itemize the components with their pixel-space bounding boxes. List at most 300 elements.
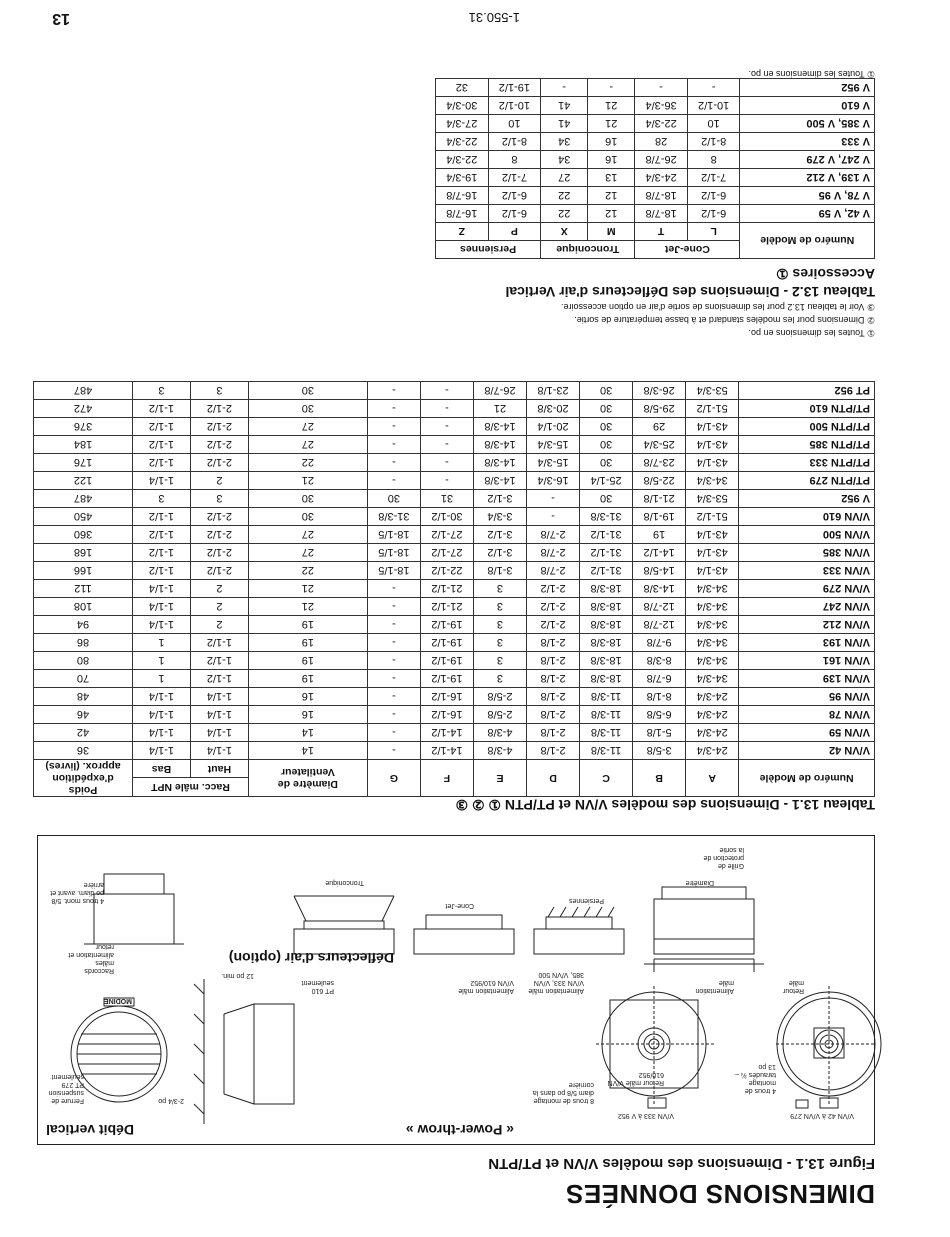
model-cell: V/VN 59 xyxy=(739,724,875,742)
value-cell: 14-1/2 xyxy=(420,724,473,742)
value-cell: 26-7/8 xyxy=(635,151,688,169)
value-cell: 1-1/2 xyxy=(133,418,191,436)
value-cell: - xyxy=(367,724,420,742)
table-row xyxy=(34,562,875,580)
value-cell: 9-7/8 xyxy=(633,634,686,652)
value-cell: 27 xyxy=(248,544,367,562)
value-cell: 1-1/4 xyxy=(190,724,248,742)
model-cell: PT/PTN 610 xyxy=(739,400,875,418)
value-cell: 26-3/8 xyxy=(633,382,686,400)
model-cell: V/VN 193 xyxy=(739,634,875,652)
value-cell: 3 xyxy=(473,598,526,616)
value-cell: 1-1/4 xyxy=(133,706,191,724)
value-cell: 14-1/2 xyxy=(633,544,686,562)
value-cell: 4-3/8 xyxy=(473,724,526,742)
value-cell: 30 xyxy=(367,490,420,508)
value-cell: 36 xyxy=(34,742,133,760)
value-cell: 43-1/4 xyxy=(686,436,739,454)
value-cell: 6-5/8 xyxy=(633,706,686,724)
table-row xyxy=(34,652,875,670)
th-haut: Haut xyxy=(190,760,248,779)
value-cell: - xyxy=(420,436,473,454)
value-cell: 7-1/2 xyxy=(687,169,740,187)
power-throw-side-view xyxy=(194,979,294,1124)
model-cell: PT 952 xyxy=(739,382,875,400)
page-number: 13 xyxy=(52,10,70,27)
table1-note-3: ③ Voir le tableau 13.2 pour les dimensions de sortie d'air en option accessoire. xyxy=(561,302,875,312)
label-alim-333: Alimentation mâle V/VN 333, V/VN 385, V/VN 500 xyxy=(528,971,584,994)
table-row xyxy=(34,526,875,544)
value-cell: 24-3/4 xyxy=(686,742,739,760)
value-cell: 16-7/8 xyxy=(436,187,489,205)
table-row xyxy=(34,472,875,490)
model-cell: V/VN 333 xyxy=(739,562,875,580)
value-cell: 2-1/2 xyxy=(190,418,248,436)
value-cell: 8-1/2 xyxy=(488,133,541,151)
th-g: G xyxy=(367,760,420,797)
th2-z: Z xyxy=(436,223,489,241)
value-cell: 19-1/2 xyxy=(420,616,473,634)
section-deflectors: Déflecteurs d'air (option) xyxy=(228,950,394,966)
th2-t: T xyxy=(635,223,688,241)
value-cell: 23-1/8 xyxy=(527,382,580,400)
model-cell: PT/PTN 333 xyxy=(739,454,875,472)
value-cell: 31 xyxy=(420,490,473,508)
value-cell: 41 xyxy=(541,115,588,133)
value-cell: - xyxy=(541,79,588,97)
table2-note: ① Toutes les dimensions en po. xyxy=(748,69,875,79)
value-cell: 2-1/2 xyxy=(190,508,248,526)
value-cell: 3 xyxy=(190,490,248,508)
unit-side-view xyxy=(644,887,764,972)
value-cell: 2 xyxy=(190,472,248,490)
section-vertical-flow: Débit vertical xyxy=(46,1122,134,1138)
value-cell: 18-1/5 xyxy=(367,526,420,544)
value-cell: 6-1/2 xyxy=(687,187,740,205)
table-row xyxy=(34,454,875,472)
value-cell: 360 xyxy=(34,526,133,544)
value-cell: - xyxy=(367,580,420,598)
value-cell: - xyxy=(367,418,420,436)
value-cell: 10-1/2 xyxy=(488,97,541,115)
value-cell: 3-1/2 xyxy=(473,526,526,544)
th-racc: Racc. mâle NPT xyxy=(133,778,249,797)
value-cell: 19 xyxy=(633,526,686,544)
value-cell: 8 xyxy=(488,151,541,169)
value-cell: 3 xyxy=(473,616,526,634)
value-cell: - xyxy=(367,634,420,652)
value-cell: 27-3/4 xyxy=(436,115,489,133)
value-cell: 30 xyxy=(248,382,367,400)
model-cell: PT/PTN 385 xyxy=(739,436,875,454)
label-raccords: Raccords mâles alimentation et retour xyxy=(68,943,114,974)
modine-logo-text: MODINE xyxy=(104,997,132,1004)
model-cell: V 42, V 59 xyxy=(740,205,875,223)
label-trous-4: 4 trous mont. 5/8 po diam. avant et arrière xyxy=(50,881,104,904)
th2-p: P xyxy=(488,223,541,241)
value-cell: 20-1/4 xyxy=(527,418,580,436)
value-cell: 22 xyxy=(541,205,588,223)
value-cell: 30 xyxy=(248,508,367,526)
value-cell: 19 xyxy=(248,634,367,652)
th-model: Numéro de Modèle xyxy=(739,760,875,797)
value-cell: 14 xyxy=(248,724,367,742)
value-cell: 34-3/4 xyxy=(686,580,739,598)
value-cell: 15-3/4 xyxy=(527,454,580,472)
th-e: E xyxy=(473,760,526,797)
model-cell: V/VN 385 xyxy=(739,544,875,562)
model-cell: V/VN 95 xyxy=(739,688,875,706)
value-cell: 12-7/8 xyxy=(633,598,686,616)
value-cell: 2-1/8 xyxy=(527,724,580,742)
model-cell: V/VN 212 xyxy=(739,616,875,634)
value-cell: - xyxy=(367,652,420,670)
label-grille: Grille de protection de la sortie xyxy=(703,846,744,869)
deflector-louvers xyxy=(534,907,624,954)
value-cell: 2-7/8 xyxy=(527,562,580,580)
value-cell: 80 xyxy=(34,652,133,670)
value-cell: 21 xyxy=(588,115,635,133)
value-cell: 6-1/2 xyxy=(488,205,541,223)
value-cell: 28 xyxy=(635,133,688,151)
value-cell: 184 xyxy=(34,436,133,454)
value-cell: 1-1/4 xyxy=(133,688,191,706)
value-cell: 2-5/8 xyxy=(473,688,526,706)
value-cell: 3 xyxy=(133,382,191,400)
value-cell: 2-1/2 xyxy=(190,562,248,580)
table-row xyxy=(34,508,875,526)
page-title: DIMENSIONS DONNÉES xyxy=(565,1179,875,1209)
label-alim-male: Alimentation mâle xyxy=(695,979,734,994)
value-cell: 41 xyxy=(541,97,588,115)
table-row xyxy=(34,580,875,598)
model-cell: V 385, V 500 xyxy=(740,115,875,133)
value-cell: 30 xyxy=(580,418,633,436)
value-cell: 487 xyxy=(34,490,133,508)
value-cell: 112 xyxy=(34,580,133,598)
model-cell: V 610 xyxy=(740,97,875,115)
table-row xyxy=(34,688,875,706)
value-cell: 1-1/2 xyxy=(190,652,248,670)
th-b: B xyxy=(633,760,686,797)
value-cell: 31-3/8 xyxy=(367,508,420,526)
value-cell: 22-3/4 xyxy=(436,151,489,169)
table1-body xyxy=(34,382,875,760)
label-pt610: PT 610 seulement xyxy=(301,979,334,994)
value-cell: 34-3/4 xyxy=(686,634,739,652)
value-cell: 86 xyxy=(34,634,133,652)
value-cell: - xyxy=(367,742,420,760)
table-row xyxy=(34,742,875,760)
value-cell: 23-7/8 xyxy=(633,454,686,472)
value-cell: 21 xyxy=(473,400,526,418)
th-d: D xyxy=(527,760,580,797)
value-cell: 18-3/8 xyxy=(580,598,633,616)
value-cell: 34 xyxy=(541,151,588,169)
value-cell: - xyxy=(367,472,420,490)
value-cell: 3 xyxy=(190,382,248,400)
value-cell: 2-1/2 xyxy=(527,616,580,634)
value-cell: 2-1/2 xyxy=(527,598,580,616)
value-cell: 21 xyxy=(248,598,367,616)
value-cell: 11-3/8 xyxy=(580,688,633,706)
value-cell: 43-1/4 xyxy=(686,526,739,544)
value-cell: 1-1/4 xyxy=(190,742,248,760)
table-row xyxy=(34,490,875,508)
value-cell: 1-1/2 xyxy=(133,454,191,472)
value-cell: 2-1/8 xyxy=(527,670,580,688)
value-cell: 29-5/8 xyxy=(633,400,686,418)
model-cell: V 247, V 279 xyxy=(740,151,875,169)
value-cell: 18-3/8 xyxy=(580,652,633,670)
value-cell: 22-3/4 xyxy=(635,115,688,133)
model-cell: V 333 xyxy=(740,133,875,151)
value-cell: 2-1/2 xyxy=(190,454,248,472)
value-cell: - xyxy=(687,79,740,97)
th-f: F xyxy=(420,760,473,797)
value-cell: 16 xyxy=(248,706,367,724)
value-cell: - xyxy=(367,454,420,472)
value-cell: 19-1/2 xyxy=(488,79,541,97)
value-cell: 30 xyxy=(248,490,367,508)
value-cell: 14-3/8 xyxy=(473,472,526,490)
table-row xyxy=(436,115,875,133)
value-cell: - xyxy=(367,598,420,616)
value-cell: 2 xyxy=(190,580,248,598)
table-row xyxy=(436,79,875,97)
value-cell: 18-3/8 xyxy=(580,634,633,652)
value-cell: 26-7/8 xyxy=(473,382,526,400)
value-cell: 1-1/2 xyxy=(133,436,191,454)
table2-header-row xyxy=(436,241,875,259)
value-cell: 14-3/8 xyxy=(473,418,526,436)
value-cell: 27 xyxy=(248,436,367,454)
value-cell: 6-1/2 xyxy=(488,187,541,205)
value-cell: 24-3/4 xyxy=(686,706,739,724)
power-throw-front-view xyxy=(71,998,167,1102)
value-cell: 43-1/4 xyxy=(686,418,739,436)
document-id: 1-550.31 xyxy=(468,10,520,25)
model-cell: V/VN 139 xyxy=(739,670,875,688)
value-cell: 18-3/8 xyxy=(580,580,633,598)
table-row xyxy=(34,670,875,688)
table-row xyxy=(34,436,875,454)
th-a: A xyxy=(686,760,739,797)
value-cell: 18-3/8 xyxy=(580,616,633,634)
model-cell: V/VN 610 xyxy=(739,508,875,526)
value-cell: - xyxy=(367,436,420,454)
value-cell: 1-1/2 xyxy=(190,634,248,652)
value-cell: 8-1/8 xyxy=(633,688,686,706)
table-row xyxy=(34,544,875,562)
value-cell: 51-1/2 xyxy=(686,400,739,418)
label-ferrure: Ferrure de suspension PT 279 seulement xyxy=(48,1073,84,1104)
model-cell: V/VN 279 xyxy=(739,580,875,598)
value-cell: 30-3/4 xyxy=(436,97,489,115)
model-cell: V 139, V 212 xyxy=(740,169,875,187)
value-cell: 16 xyxy=(588,133,635,151)
value-cell: 30 xyxy=(580,436,633,454)
value-cell: 19 xyxy=(248,616,367,634)
model-cell: PT/PTN 279 xyxy=(739,472,875,490)
label-holes-4: 4 trous de montage taraudés ¾ – 13 po xyxy=(735,1063,776,1094)
label-min-12: 12 po min. xyxy=(221,972,254,979)
value-cell: 22-1/2 xyxy=(420,562,473,580)
table-row xyxy=(34,598,875,616)
value-cell: 1 xyxy=(133,670,191,688)
th2-x: X xyxy=(541,223,588,241)
value-cell: 24-3/4 xyxy=(635,169,688,187)
value-cell: 94 xyxy=(34,616,133,634)
value-cell: 53-3/4 xyxy=(686,490,739,508)
value-cell: 1-1/4 xyxy=(133,724,191,742)
value-cell: 3 xyxy=(473,652,526,670)
value-cell: 34-3/4 xyxy=(686,616,739,634)
value-cell: 19 xyxy=(248,670,367,688)
value-cell: 25-1/4 xyxy=(580,472,633,490)
value-cell: 24-3/4 xyxy=(686,688,739,706)
value-cell: 2-1/8 xyxy=(527,688,580,706)
value-cell: 27-1/2 xyxy=(420,526,473,544)
value-cell: 2 xyxy=(190,598,248,616)
value-cell: 18-7/8 xyxy=(635,187,688,205)
table1-note-1: ① Toutes les dimensions en po. xyxy=(748,328,875,338)
table-row xyxy=(436,133,875,151)
value-cell: 3-1/2 xyxy=(473,490,526,508)
label-tronconique: Tronconique xyxy=(325,879,364,886)
value-cell: 48 xyxy=(34,688,133,706)
table-row xyxy=(436,205,875,223)
th2-persiennes: Persiennes xyxy=(436,241,541,259)
label-diametre: Diamètre xyxy=(685,879,714,886)
th2-tronconique: Tronconique xyxy=(541,241,635,259)
value-cell: 14-5/8 xyxy=(633,562,686,580)
value-cell: 22 xyxy=(248,562,367,580)
table-row xyxy=(34,616,875,634)
th-weight: Poids d'expédition approx. (livres) xyxy=(34,760,133,797)
th-fan: Diamètre de Ventilateur xyxy=(248,760,367,797)
value-cell: 15-3/4 xyxy=(527,436,580,454)
value-cell: 108 xyxy=(34,598,133,616)
unit-top-view-large xyxy=(594,984,714,1108)
label-retour-male: Retour mâle xyxy=(782,979,804,994)
value-cell: 6-7/8 xyxy=(633,670,686,688)
value-cell: - xyxy=(367,670,420,688)
value-cell: 3-1/8 xyxy=(473,562,526,580)
value-cell: 10 xyxy=(687,115,740,133)
value-cell: 1-1/4 xyxy=(133,742,191,760)
value-cell: 22-3/4 xyxy=(436,133,489,151)
value-cell: 18-1/5 xyxy=(367,544,420,562)
value-cell: 122 xyxy=(34,472,133,490)
value-cell: 16 xyxy=(248,688,367,706)
table-row xyxy=(34,706,875,724)
model-cell: V 78, V 95 xyxy=(740,187,875,205)
value-cell: 472 xyxy=(34,400,133,418)
value-cell: - xyxy=(420,472,473,490)
value-cell: 19 xyxy=(248,652,367,670)
value-cell: 21-1/2 xyxy=(420,580,473,598)
value-cell: 34-3/4 xyxy=(686,670,739,688)
value-cell: 2-1/8 xyxy=(527,742,580,760)
value-cell: 1 xyxy=(133,634,191,652)
value-cell: 21 xyxy=(588,97,635,115)
table-row xyxy=(34,724,875,742)
value-cell: 3 xyxy=(473,634,526,652)
value-cell: 6-1/2 xyxy=(687,205,740,223)
value-cell: 3 xyxy=(473,580,526,598)
value-cell: 12 xyxy=(588,205,635,223)
value-cell: 487 xyxy=(34,382,133,400)
value-cell: 30 xyxy=(580,400,633,418)
model-cell: V/VN 500 xyxy=(739,526,875,544)
value-cell: 3 xyxy=(133,490,191,508)
th2-l: L xyxy=(687,223,740,241)
value-cell: 34-3/4 xyxy=(686,472,739,490)
value-cell: 8 xyxy=(687,151,740,169)
value-cell: 166 xyxy=(34,562,133,580)
table-row xyxy=(34,418,875,436)
value-cell: 31-3/8 xyxy=(580,508,633,526)
value-cell: 11-3/8 xyxy=(580,706,633,724)
value-cell: 21-1/2 xyxy=(420,598,473,616)
value-cell: 2-5/8 xyxy=(473,706,526,724)
section-power-throw: « Power-throw » xyxy=(405,1122,514,1138)
value-cell: 2-1/2 xyxy=(190,544,248,562)
value-cell: 10 xyxy=(488,115,541,133)
th2-conejet: Cone-Jet xyxy=(635,241,740,259)
value-cell: 2-1/8 xyxy=(527,634,580,652)
table-row xyxy=(436,151,875,169)
value-cell: 2-1/2 xyxy=(190,526,248,544)
label-retour-610: Retour mâle V/VN 610/952 xyxy=(607,1071,664,1086)
value-cell: 1-1/2 xyxy=(133,508,191,526)
table-row xyxy=(436,97,875,115)
value-cell: - xyxy=(367,400,420,418)
th2-model: Numéro de Modèle xyxy=(740,223,875,259)
model-cell: V/VN 161 xyxy=(739,652,875,670)
value-cell: 1-1/4 xyxy=(133,472,191,490)
value-cell: 3-1/2 xyxy=(473,544,526,562)
value-cell: 27-1/2 xyxy=(420,544,473,562)
model-cell: V 952 xyxy=(739,490,875,508)
unit-top-view-small xyxy=(774,984,881,1108)
deflector-tronconique xyxy=(294,896,394,954)
value-cell: 11-3/8 xyxy=(580,742,633,760)
value-cell: - xyxy=(367,706,420,724)
model-cell: V/VN 42 xyxy=(739,742,875,760)
table1-note-2: ② Dimensions pour les modèles standard et à basse température de sortie. xyxy=(574,315,875,325)
model-cell: V/VN 247 xyxy=(739,598,875,616)
label-holes-8: 8 trous de montage diam 5/8 po dans la cornière xyxy=(532,1081,594,1104)
table-row xyxy=(34,634,875,652)
value-cell: 21-1/8 xyxy=(633,490,686,508)
table2-body xyxy=(436,79,875,223)
value-cell: 1-1/4 xyxy=(190,688,248,706)
label-alim-610: Alimentation mâle V/VN 610/952 xyxy=(458,979,514,994)
table-row xyxy=(34,400,875,418)
value-cell: 32 xyxy=(436,79,489,97)
value-cell: 12 xyxy=(588,187,635,205)
value-cell: - xyxy=(588,79,635,97)
value-cell: 1-1/4 xyxy=(133,616,191,634)
value-cell: 2-1/8 xyxy=(527,706,580,724)
value-cell: 51-1/2 xyxy=(686,508,739,526)
value-cell: 31-1/2 xyxy=(580,562,633,580)
th-c: C xyxy=(580,760,633,797)
value-cell: 31-1/2 xyxy=(580,526,633,544)
value-cell: 2-1/2 xyxy=(190,436,248,454)
